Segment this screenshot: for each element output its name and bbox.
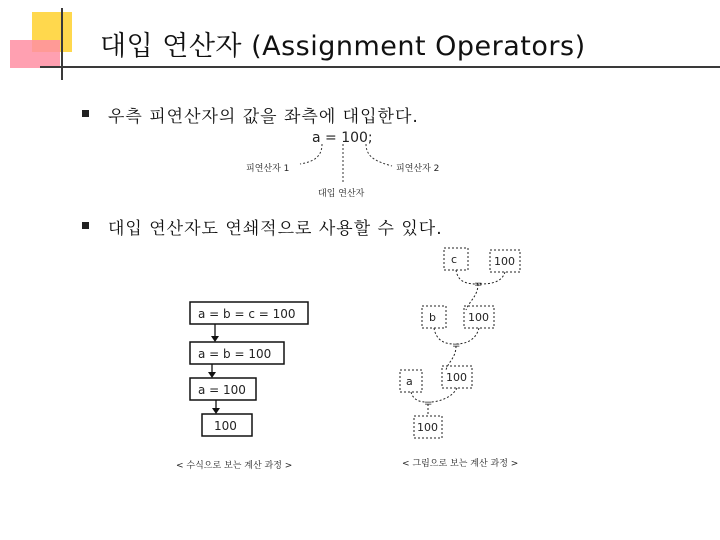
label-operand-1: 피연산자 1 xyxy=(246,164,290,174)
text-100-lower: 100 xyxy=(446,371,467,384)
caption-picture: < 그림으로 보는 계산 과정 > xyxy=(402,459,519,469)
statement-text: a = 100; xyxy=(312,130,373,146)
text-100-top: 100 xyxy=(494,255,515,268)
link-100-top xyxy=(480,272,505,284)
text-100-result: 100 xyxy=(417,421,438,434)
text-a: a xyxy=(406,375,413,388)
label-operand-2: 피연산자 2 xyxy=(396,164,440,174)
step-arrowhead-1 xyxy=(211,336,219,342)
step-arrowhead-3 xyxy=(212,408,220,414)
arrow-operand-1 xyxy=(300,144,322,164)
link-100-lower xyxy=(430,388,457,402)
step-text-4: 100 xyxy=(214,419,237,433)
step-text-3: a = 100 xyxy=(198,383,246,397)
step-arrowhead-2 xyxy=(208,372,216,378)
link-b xyxy=(434,328,454,344)
bullet-text-2: 대입 연산자도 연쇄적으로 사용할 수 있다. xyxy=(108,219,443,239)
step-text-2: a = b = 100 xyxy=(198,347,272,361)
text-b: b xyxy=(429,311,436,324)
arrow-operand-2 xyxy=(366,144,392,166)
figure-assignment-anatomy xyxy=(246,130,439,199)
bullet-text-1: 우측 피연산자의 값을 좌측에 대입한다. xyxy=(108,107,419,127)
caption-expression: < 수식으로 보는 계산 과정 > xyxy=(176,461,293,471)
figure-picture-text xyxy=(402,253,518,469)
label-operator: 대입 연산자 xyxy=(318,189,365,199)
text-eq-3: = xyxy=(424,398,433,409)
text-eq-2: = xyxy=(452,340,461,351)
text-eq-1: = xyxy=(474,279,483,290)
step-text-1: a = b = c = 100 xyxy=(198,307,296,321)
text-100-middle: 100 xyxy=(468,311,489,324)
slide-title: 대입 연산자 (Assignment Operators) xyxy=(100,31,586,62)
text-c: c xyxy=(451,253,458,266)
figure-expression-steps xyxy=(176,302,308,471)
